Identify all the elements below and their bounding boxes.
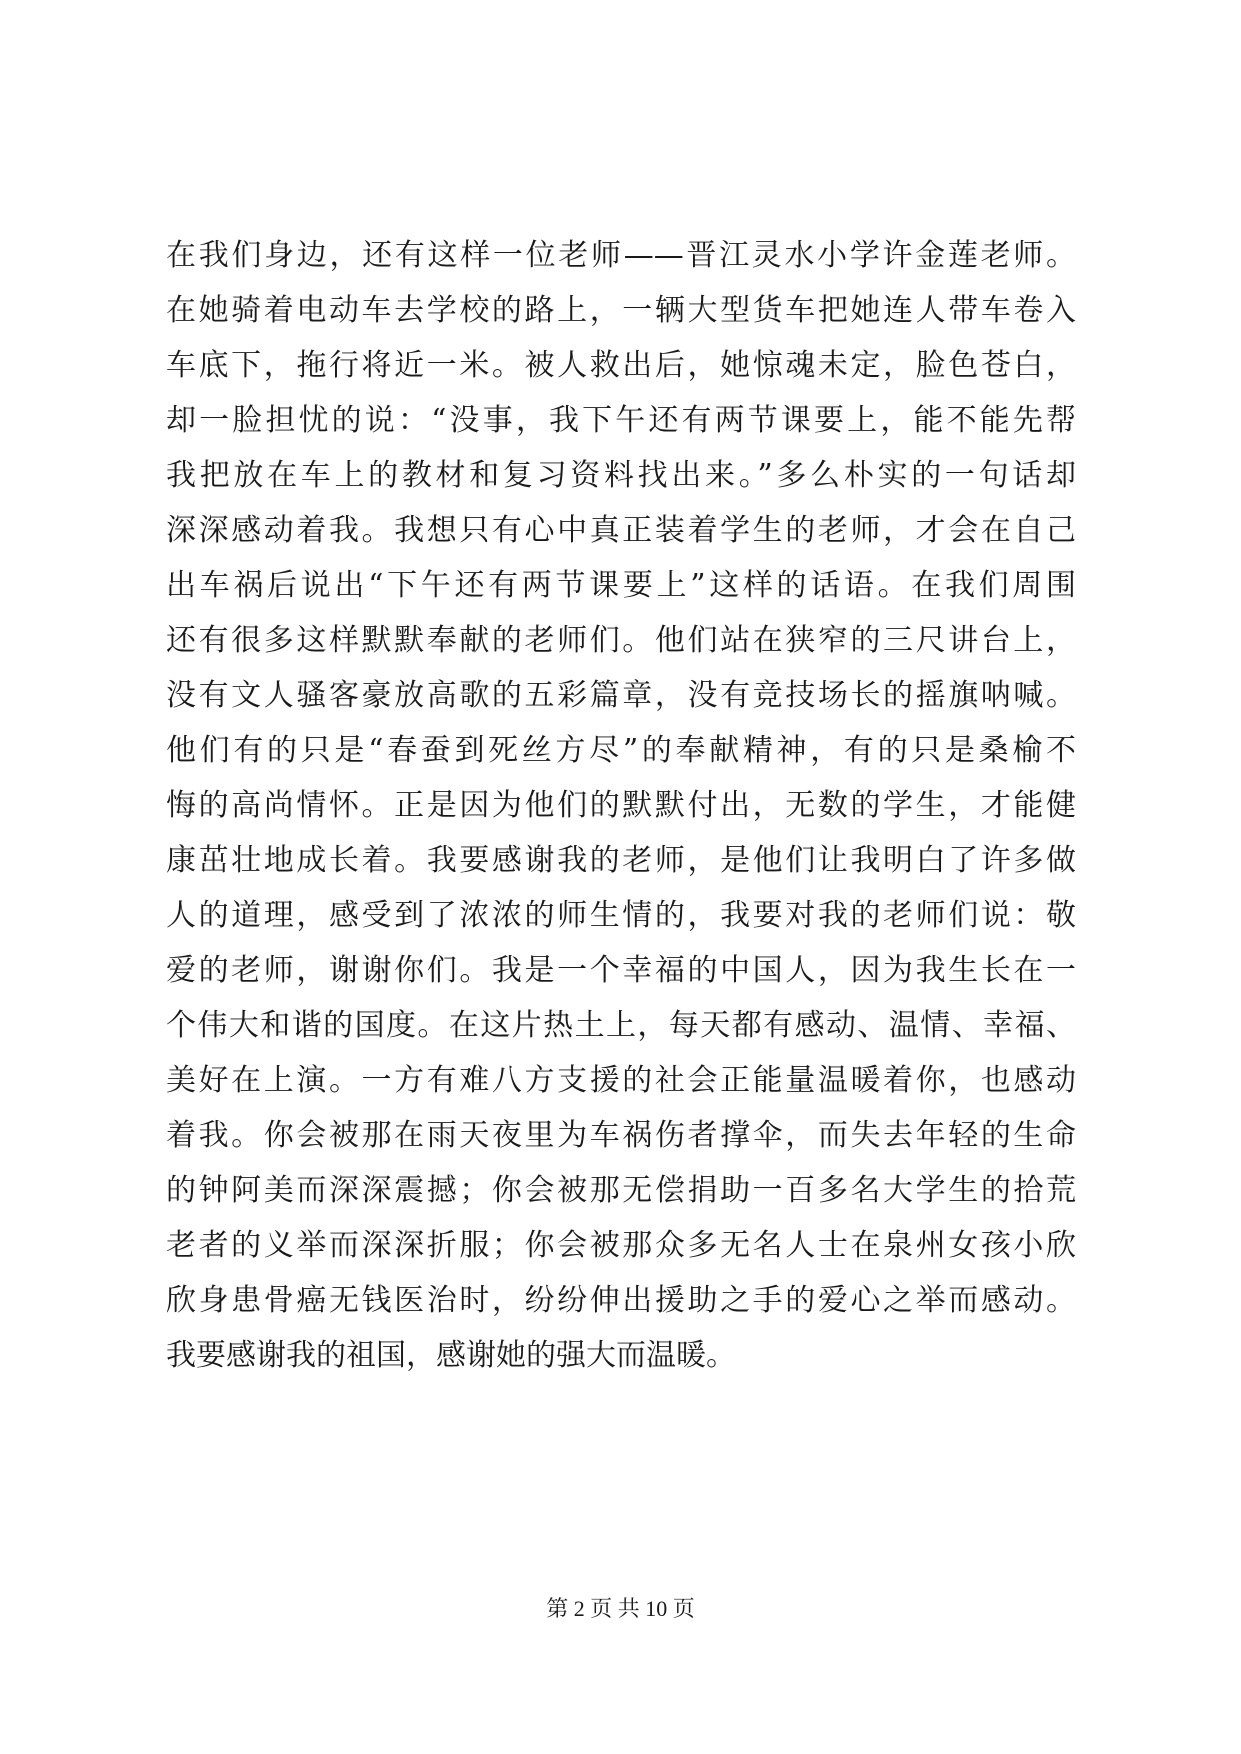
text-line: 人的道理，感受到了浓浓的师生情的，我要对我的老师们说：敬: [166, 898, 1076, 933]
text-line: 康茁壮地成长着。我要感谢我的老师，是他们让我明白了许多做: [166, 843, 1076, 878]
text-line: 的钟阿美而深深震撼；你会被那无偿捐助一百多名大学生的拾荒: [166, 1173, 1076, 1208]
text-line: 出车祸后说出“下午还有两节课要上”这样的话语。在我们周围: [166, 568, 1076, 603]
text-line: 美好在上演。一方有难八方支援的社会正能量温暖着你，也感动: [166, 1063, 1076, 1098]
text-line: 老者的义举而深深折服；你会被那众多无名人士在泉州女孩小欣: [166, 1228, 1076, 1263]
text-line: 爱的老师，谢谢你们。我是一个幸福的中国人，因为我生长在一: [166, 953, 1076, 988]
text-line: 个伟大和谐的国度。在这片热土上，每天都有感动、温情、幸福、: [166, 1008, 1076, 1043]
text-line: 我把放在车上的教材和复习资料找出来。”多么朴实的一句话却: [166, 458, 1076, 493]
text-line: 他们有的只是“春蚕到死丝方尽”的奉献精神，有的只是桑榆不: [166, 733, 1076, 768]
text-line: 悔的高尚情怀。正是因为他们的默默付出，无数的学生，才能健: [166, 788, 1076, 823]
text-line: 欣身患骨癌无钱医治时，纷纷伸出援助之手的爱心之举而感动。: [166, 1283, 1076, 1318]
text-line: 车底下，拖行将近一米。被人救出后，她惊魂未定，脸色苍白，: [166, 348, 1076, 383]
text-line: 在我们身边，还有这样一位老师——晋江灵水小学许金莲老师。: [166, 238, 1076, 273]
text-line: 还有很多这样默默奉献的老师们。他们站在狭窄的三尺讲台上，: [166, 623, 1076, 658]
text-line: 没有文人骚客豪放高歌的五彩篇章，没有竞技场长的摇旗呐喊。: [166, 678, 1076, 713]
body-text: [166, 228, 1076, 1383]
text-line: 深深感动着我。我想只有心中真正装着学生的老师，才会在自己: [166, 513, 1076, 548]
page-number-footer: 第 2 页 共 10 页: [546, 1596, 695, 1621]
text-line: 在她骑着电动车去学校的路上，一辆大型货车把她连人带车卷入: [166, 293, 1076, 328]
text-line: 着我。你会被那在雨天夜里为车祸伤者撑伞，而失去年轻的生命: [166, 1118, 1076, 1153]
text-line: 却一脸担忧的说：“没事，我下午还有两节课要上，能不能先帮: [166, 403, 1076, 438]
text-line: 我要感谢我的祖国，感谢她的强大而温暖。: [166, 1338, 736, 1373]
